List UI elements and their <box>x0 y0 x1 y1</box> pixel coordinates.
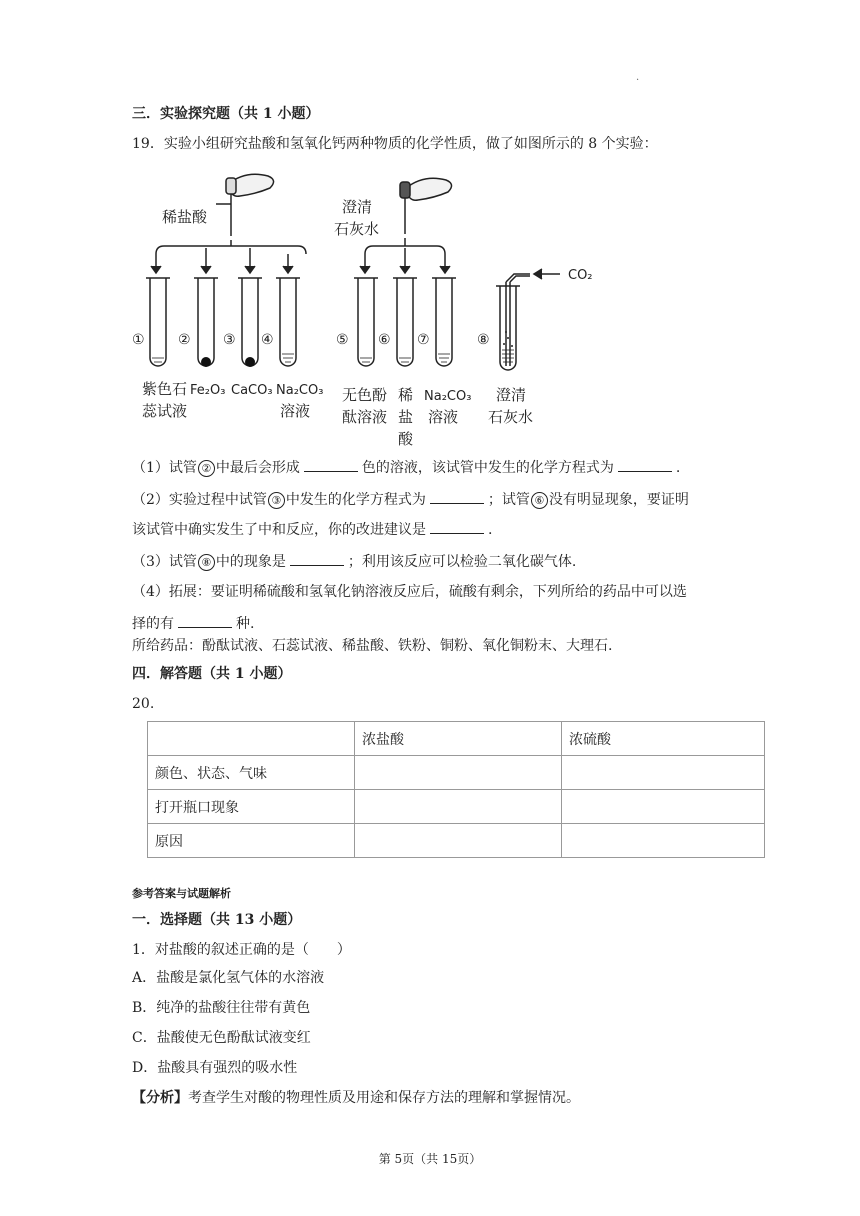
answers-section-1-heading: 一．选择题（共 13 小题） <box>132 912 302 928</box>
question-19-part-4-cont: 择的有 种. <box>132 612 254 634</box>
option-a: A．盐酸是氯化氢气体的水溶液 <box>132 970 325 986</box>
reagent-label-limewater-2: 石灰水 <box>334 220 380 238</box>
analysis <box>132 1088 580 1108</box>
circled-number-8: ⑧ <box>198 554 215 571</box>
table-row <box>148 824 765 858</box>
question-20: 20. <box>132 696 155 712</box>
hand-icon-middle <box>406 178 452 200</box>
question-19-intro: 19．实验小组研究盐酸和氢氧化钙两种物质的化学性质，做了如图所示的 8 个实验： <box>132 136 658 152</box>
gas-label: CO₂ <box>568 268 593 283</box>
tube-number-5: ⑤ <box>336 332 349 348</box>
tube-label-3: CaCO₃ <box>231 383 273 398</box>
reagent-label-limewater-1: 澄清 <box>342 198 373 216</box>
question-19-part-1: （1）试管 ② 中最后会形成 色的溶液，该试管中发生的化学方程式为 . <box>132 456 680 478</box>
table-cell[interactable] <box>355 824 562 858</box>
tube-label-7b: 溶液 <box>428 408 459 426</box>
table-header-cell: 浓盐酸 <box>355 722 562 756</box>
option-d: D．盐酸具有强烈的吸水性 <box>132 1060 298 1076</box>
table-header-cell: 浓硫酸 <box>562 722 765 756</box>
section-heading-experiment: 三．实验探究题（共 1 小题） <box>132 106 320 122</box>
answer-blank[interactable] <box>430 518 484 534</box>
answers-title: 参考答案与试题解析 <box>132 887 231 900</box>
tube-label-7a: Na₂CO₃ <box>424 389 472 404</box>
tube-label-5a: 无色酚 <box>342 386 388 404</box>
tube-number-8: ⑧ <box>477 332 490 348</box>
table-cell[interactable] <box>355 790 562 824</box>
tube-label-1a: 紫色石 <box>142 380 188 398</box>
table-row-label: 原因 <box>148 824 355 858</box>
table-row-label: 颜色、状态、气味 <box>148 756 355 790</box>
option-b: B．纯净的盐酸往往带有黄色 <box>132 1000 311 1016</box>
table-cell[interactable] <box>562 756 765 790</box>
table-header-cell <box>148 722 355 756</box>
tube-number-1: ① <box>132 332 145 348</box>
experiment-diagram <box>130 164 610 454</box>
answer-blank[interactable] <box>290 550 344 566</box>
answer-blank[interactable] <box>430 488 484 504</box>
tube-number-2: ② <box>178 332 191 348</box>
circled-number-2: ② <box>198 460 215 477</box>
tube-label-8a: 澄清 <box>496 386 527 404</box>
tube-number-3: ③ <box>223 332 236 348</box>
answer-blank[interactable] <box>618 456 672 472</box>
table-row-label: 打开瓶口现象 <box>148 790 355 824</box>
tube-number-6: ⑥ <box>378 332 391 348</box>
circled-number-6: ⑥ <box>531 492 548 509</box>
given-drugs: 所给药品：酚酞试液、石蕊试液、稀盐酸、铁粉、铜粉、氧化铜粉末、大理石. <box>132 638 613 654</box>
question-19-part-2: （2）实验过程中试管 ③ 中发生的化学方程式为 ；试管 ⑥ 没有明显现象，要证明 <box>132 488 689 510</box>
option-c: C．盐酸使无色酚酞试液变红 <box>132 1030 311 1046</box>
analysis-tag: 【分析】 <box>132 1090 188 1106</box>
answers-question-1: 1．对盐酸的叙述正确的是（ ） <box>132 942 351 958</box>
analysis-text: 考查学生对酸的物理性质及用途和保存方法的理解和掌握情况。 <box>188 1090 580 1106</box>
tube-number-7: ⑦ <box>417 332 430 348</box>
table-header-row <box>148 722 765 756</box>
table-cell[interactable] <box>355 756 562 790</box>
table-row <box>148 756 765 790</box>
tube-label-4b: 溶液 <box>280 402 311 420</box>
section-heading-answer: 四．解答题（共 1 小题） <box>132 666 292 682</box>
tube-label-5b: 酞溶液 <box>342 408 388 426</box>
tube-label-6c: 酸 <box>398 430 414 448</box>
question-19-part-4: （4）拓展：要证明稀硫酸和氢氧化钠溶液反应后，硫酸有剩余，下列所给的药品中可以选 <box>132 584 687 600</box>
tube-label-2: Fe₂O₃ <box>190 383 226 398</box>
tube-label-1b: 蕊试液 <box>142 402 188 420</box>
tube-number-4: ④ <box>261 332 274 348</box>
tube-label-4a: Na₂CO₃ <box>276 383 324 398</box>
comparison-table <box>147 721 765 858</box>
table-cell[interactable] <box>562 790 765 824</box>
tube-label-6a: 稀 <box>398 386 414 404</box>
table-cell[interactable] <box>562 824 765 858</box>
header-mark: . <box>636 72 640 83</box>
page-footer: 第 5页（共 15页） <box>378 1152 482 1166</box>
tube-label-8b: 石灰水 <box>488 408 534 426</box>
circled-number-3: ③ <box>268 492 285 509</box>
table-row <box>148 790 765 824</box>
answer-blank[interactable] <box>304 456 358 472</box>
reagent-label-hcl: 稀盐酸 <box>162 208 208 226</box>
question-19-part-3: （3）试管 ⑧ 中的现象是 ；利用该反应可以检验二氧化碳气体. <box>132 550 576 572</box>
tube-label-6b: 盐 <box>398 408 414 426</box>
answer-blank[interactable] <box>178 612 232 628</box>
question-19-part-2-cont: 该试管中确实发生了中和反应，你的改进建议是 . <box>132 518 492 540</box>
